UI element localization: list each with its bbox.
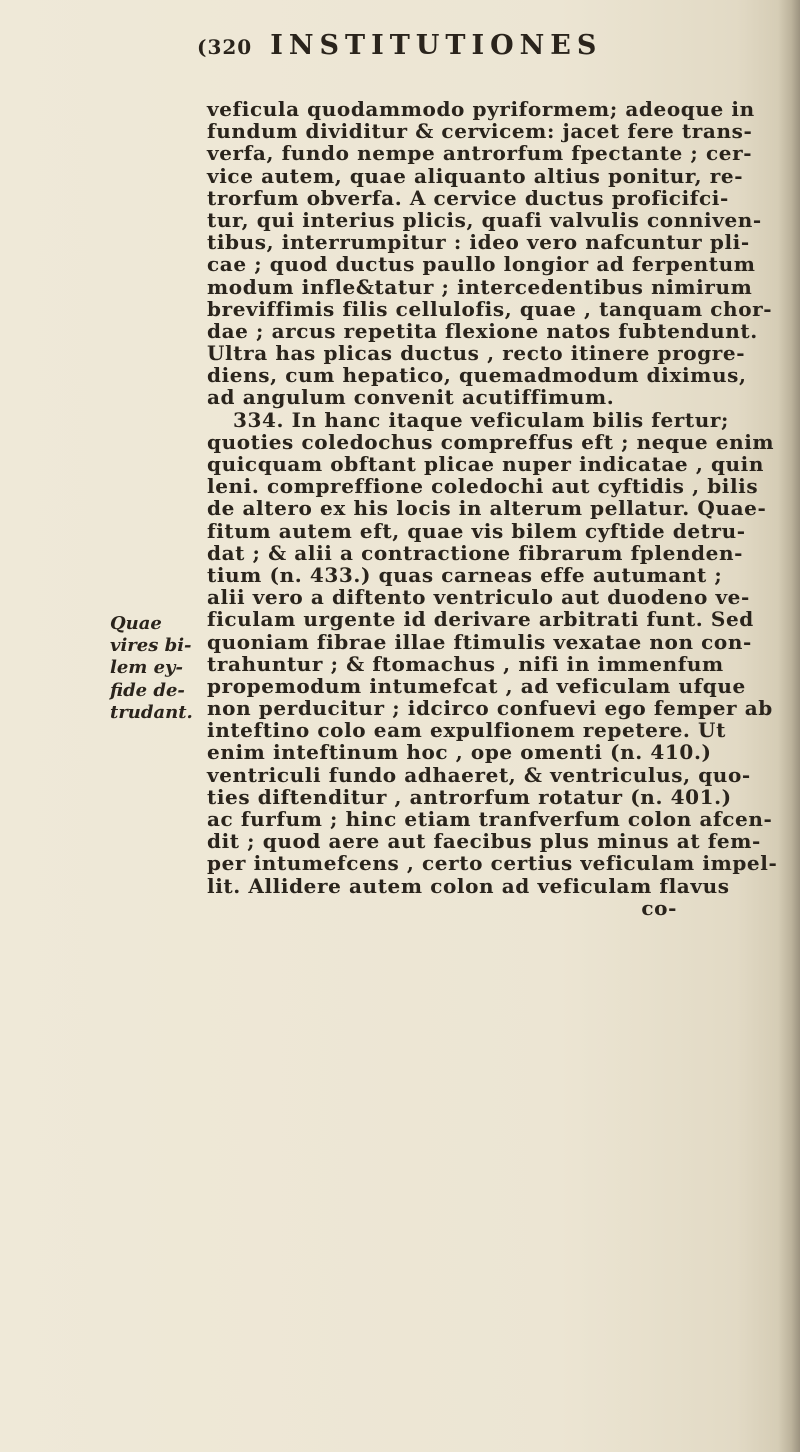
- body-text: [207, 97, 778, 920]
- margin-note-line: Quae: [110, 613, 162, 634]
- margin-note-line: vires bi-: [110, 635, 192, 657]
- margin-note-line: lem ey-: [110, 657, 183, 679]
- text-line: cae ; quod ductus paullo longior ad ferpentum: [207, 252, 756, 277]
- text-line: tur, qui interius plicis, quafi valvulis conniven-: [207, 207, 762, 232]
- text-line: verfa, fundo nempe antrorfum fpectante ; cer-: [207, 141, 753, 166]
- text-line: quoniam fibrae illae ftimulis vexatae non con-: [207, 629, 752, 654]
- text-line: dae ; arcus repetita flexione natos fubtendunt.: [207, 318, 758, 343]
- text-line: ficulam urgente id derivare arbitrati funt. Sed: [207, 607, 754, 632]
- text-line: quicquam obftant plicae nuper indicatae , quin: [207, 452, 765, 476]
- paragraph-start-line: 334. In hanc itaque veficulam bilis fertur;: [233, 407, 730, 432]
- text-line: ac furfum ; hinc etiam tranfverfum colon afcen-: [207, 807, 773, 831]
- text-line: ties diftenditur , antrorfum rotatur (n. 401.): [207, 784, 732, 809]
- text-line: modum infle&tatur ; intercedentibus nimirum: [207, 274, 753, 299]
- running-title: INSTITUTIONES: [270, 30, 603, 61]
- text-line: trorfum obverfa. A cervice ductus proficifci-: [207, 185, 729, 210]
- page-edge-shadow: [778, 0, 800, 1452]
- text-line: de altero ex his locis in alterum pellatur. Quae-: [207, 496, 767, 521]
- text-line: fundum dividitur & cervicem: jacet fere trans-: [207, 119, 753, 144]
- text-line: lit. Allidere autem colon ad veficulam flavus: [207, 873, 730, 898]
- margin-note-line: trudant.: [110, 701, 193, 723]
- text-line: diens, cum hepatico, quemadmodum diximus,: [207, 363, 747, 388]
- text-line: non perducitur ; idcirco confuevi ego femper ab: [207, 696, 773, 721]
- text-line: breviffimis filis cellulofis, quae , tanquam chor-: [207, 296, 773, 321]
- text-line: dat ; & alii a contractione fibrarum fplenden-: [207, 540, 744, 565]
- margin-note: [110, 613, 205, 724]
- text-line: veficula quodammodo pyriformem; adeoque in: [207, 97, 755, 121]
- text-line: propemodum intumefcat , ad veficulam ufque: [207, 673, 746, 698]
- text-line: tium (n. 433.) quas carneas effe autumant ;: [207, 562, 723, 587]
- text-line: vice autem, quae aliquanto altius ponitur, re-: [207, 163, 744, 188]
- text-line: quoties coledochus compreffus eft ; neque enim: [207, 429, 775, 454]
- text-line: alii vero a diftento ventriculo aut duodeno ve-: [207, 585, 750, 610]
- text-line: inteftino colo eam expulfionem repetere. Ut: [207, 718, 726, 743]
- page-header: [197, 30, 617, 61]
- text-line: enim inteftinum hoc , ope omenti (n. 410.): [207, 740, 712, 765]
- margin-note-line: fide de-: [110, 679, 185, 701]
- text-line: per intumefcens , certo certius veficulam impel-: [207, 851, 778, 876]
- text-line: tibus, interrumpitur : ideo vero nafcuntur pli-: [207, 230, 750, 255]
- catchword: co-: [641, 895, 677, 920]
- text-line: fitum autem eft, quae vis bilem cyftide detru-: [207, 518, 746, 543]
- text-line: ad angulum convenit acutiffimum.: [207, 385, 615, 410]
- text-line: Ultra has plicas ductus , recto itinere progre-: [207, 341, 746, 366]
- text-line: trahuntur ; & ftomachus , nifi in immenfum: [207, 651, 724, 676]
- text-line: ventriculi fundo adhaeret, & ventriculus, quo-: [207, 762, 751, 787]
- page-number: (320: [197, 35, 253, 59]
- text-line: dit ; quod aere aut faecibus plus minus at fem-: [207, 829, 761, 854]
- text-line: leni. compreffione coledochi aut cyftidis , bilis: [207, 474, 759, 499]
